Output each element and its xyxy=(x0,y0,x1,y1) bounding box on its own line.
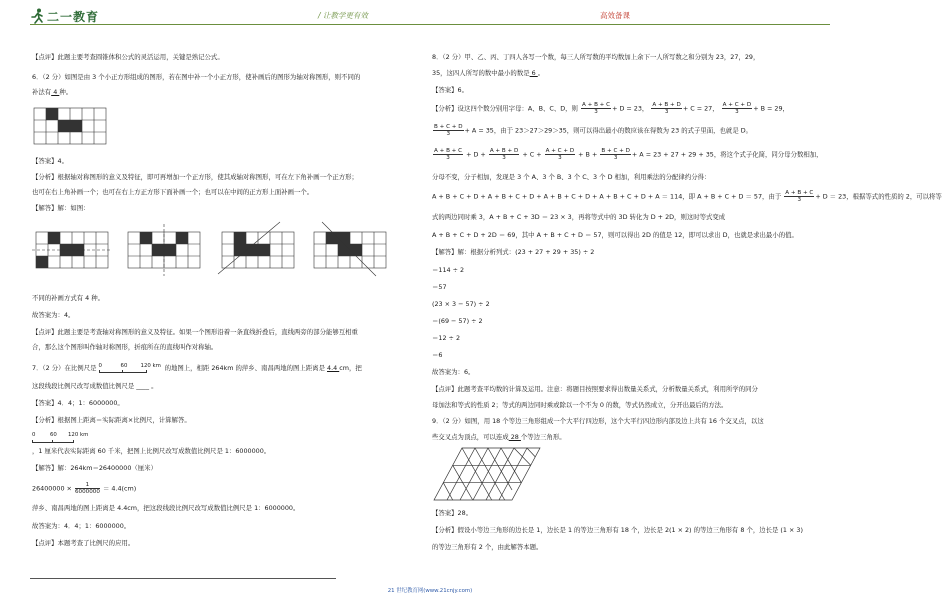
text-span: 种。 xyxy=(59,88,73,96)
text-line xyxy=(32,432,94,446)
fraction-numerator: A + B + C xyxy=(582,102,611,108)
answer-6: 【答案】4。 xyxy=(32,157,69,165)
text-span: A + B + C + D + A + B + C + D + A + B + C + D + A + B + C + D + A ＝ 114，即 A + B + C + D ＝ 57，由于 xyxy=(432,192,782,201)
text-line: A + B + C + D + 2D ＝ 69，其中 A + B + C + D ＝ 57，则可以得出 2D 的值是 12，即可以求出 D，也就是求出最小的值。 xyxy=(432,231,798,239)
q6-solutions-figure xyxy=(32,218,392,284)
text-span: 的地图上，相距 264km 的萍乡、南昌两地的图上距离是 xyxy=(164,364,325,372)
scale-tick-label: 60 xyxy=(120,363,128,369)
text-line: 【点评】此题主要是考查轴对称图形的意义及特征。如果一个图形沿着一条直线折叠后，直线两旁的部分能够互相重 xyxy=(32,328,358,336)
fraction-denominator: 3 xyxy=(446,131,451,137)
fraction xyxy=(600,148,631,161)
fraction xyxy=(433,148,463,161)
answer-blank: 6 xyxy=(529,69,538,77)
triangle-parallelogram-figure xyxy=(432,446,542,502)
text-span: 补法有 xyxy=(32,88,52,96)
text-line: 母加法和等式的性质 2；等式的两边同时乘或除以一个不为 0 的数，等式仍然成立，分开出最后的方法。 xyxy=(432,401,728,409)
fraction xyxy=(75,482,100,495)
fraction-denominator: 3 xyxy=(797,197,802,203)
text-line: 分母不变，分子相加，发现是 3 个 A、3 个 B、3 个 C、3 个 D 相加，利用乘法的分配律约分得： xyxy=(432,173,711,181)
text-span: 个等边三角形。 xyxy=(520,433,566,441)
header-divider xyxy=(30,24,830,25)
text-span: + C = 27， xyxy=(682,104,719,113)
q6-grid-figure xyxy=(34,108,106,148)
question-9: 9．（2 分）如图，用 18 个等边三角形组成一个大平行四边形，这个大平行四边形内部及边上共有 16 个交叉点，以这 xyxy=(432,417,764,425)
text-span: 。 xyxy=(537,69,545,77)
fraction xyxy=(784,190,814,203)
header-slogan: / 让教学更有效 xyxy=(318,11,368,20)
question-7 xyxy=(32,363,362,374)
fraction-numerator: A + B + C xyxy=(785,190,814,196)
text-line: 故答案为：4．4；1：6000000。 xyxy=(32,522,131,530)
text-line: 【点评】本题考查了比例尺的应用。 xyxy=(32,539,135,547)
text-span: cm，把 xyxy=(339,364,362,372)
answer-9: 【答案】28。 xyxy=(432,509,473,517)
answer-blank: 4.4 xyxy=(327,364,340,372)
answer-8: 【答案】6。 xyxy=(432,86,469,94)
fraction-denominator: 3 xyxy=(558,155,562,161)
text-line: 萍乡、南昌两地的图上距离是 4.4cm，把这段线段比例尺改写成数值比例尺是 1：6000000。 xyxy=(32,504,300,512)
answer-blank: 28 xyxy=(508,433,521,441)
text-span: 7．（2 分）在比例尺是 xyxy=(32,364,97,372)
text-line: 故答案为：6。 xyxy=(432,368,475,376)
question-8: 8．（2 分）甲、乙、丙、丁四人各写一个数，每三人所写数的平均数加上余下一人所写数之和分别为 23，27，29， xyxy=(432,53,760,61)
text-line xyxy=(432,432,566,443)
text-line: 式的两边同时乘 3，A + B + C + 3D ＝ 23 × 3，再将等式中的 3D 转化为 D + 2D，则这时等式变成 xyxy=(432,213,726,221)
text-line: 【解答】解：根据分析列式：(23 + 27 + 29 + 35) ÷ 2 xyxy=(432,248,595,256)
text-line: 合，那么这个图形叫作轴对称图形，折痕所在的直线叫作对称轴。 xyxy=(32,343,218,351)
runner-logo-icon xyxy=(30,8,44,24)
text-line xyxy=(432,68,544,79)
text-line: 【解答】解：264km＝26400000（厘米） xyxy=(32,464,157,472)
text-line: 不同的补画方式有 4 种。 xyxy=(32,294,105,302)
fraction-denominator: 3 xyxy=(735,109,739,115)
fraction-denominator: 3 xyxy=(502,155,506,161)
fraction xyxy=(545,148,576,161)
scale-tick-label: 120 km xyxy=(140,363,161,369)
text-line: 也可在右上角补画一个；也可在右上方正方形下面补画一个；也可以在中间的正方形上面补画一个。 xyxy=(32,188,314,196)
page-header xyxy=(0,0,860,40)
site-logo xyxy=(30,8,99,25)
text-line: ，1 厘米代表实际距离 60 千米，把图上比例尺改写成数值比例尺是 1：6000000。 xyxy=(32,447,271,455)
text-line: ＝114 ÷ 2 xyxy=(432,266,465,274)
fraction-denominator: 6000000 xyxy=(74,489,100,495)
text-line: 【点评】此题主要考查圆锥体积公式的灵活运用，关键是熟记公式。 xyxy=(32,53,224,61)
fraction-numerator: A + B + D xyxy=(489,148,519,154)
fraction-numerator: A + C + D xyxy=(545,148,575,154)
text-span: + A = 23 + 27 + 29 + 35，将这个式子化简，同分母分数相加， xyxy=(631,150,823,159)
text-line: ＝6 xyxy=(432,351,443,359)
text-span: 26400000 × xyxy=(32,484,72,493)
footer-source: 21 世纪教育网(www.21cnjy.com) xyxy=(387,588,473,594)
fraction xyxy=(651,102,681,115)
formula-line xyxy=(432,124,752,137)
text-span: + D = 23， xyxy=(612,104,649,113)
text-line: 故答案为：4。 xyxy=(32,311,75,319)
text-line: 的等边三角形有 2 个，由此解答本题。 xyxy=(432,543,543,551)
text-line: 这段线段比例尺改写成数值比例尺是 ____ 。 xyxy=(32,382,158,390)
text-span: + B = 29， xyxy=(753,104,789,113)
text-line xyxy=(32,87,72,98)
fraction-denominator: 3 xyxy=(594,109,598,115)
line-scale-bar xyxy=(99,363,163,374)
fraction-numerator: 1 xyxy=(75,482,100,489)
text-span: + D ＝ 23，根据等式的性质的 2，可以将等 xyxy=(815,192,942,201)
text-line: 【解答】解：如图： xyxy=(32,204,90,212)
fraction-denominator: 3 xyxy=(664,109,669,115)
fraction-numerator: B + C + D xyxy=(601,148,630,154)
formula-line xyxy=(432,102,789,115)
fraction xyxy=(489,148,519,161)
fraction-denominator: 3 xyxy=(613,155,618,161)
text-span: ＝ 4.4(cm) xyxy=(102,484,137,493)
text-line: ＝(69 − 57) ÷ 2 xyxy=(432,317,483,325)
text-line: ＝57 xyxy=(432,283,447,291)
fraction-numerator: A + B + D xyxy=(652,102,681,108)
formula-line xyxy=(432,190,942,203)
scale-tick-label: 0 xyxy=(98,363,102,369)
text-line: ＝12 ÷ 2 xyxy=(432,334,461,342)
formula-line xyxy=(32,482,136,495)
scale-tick-label: 60 xyxy=(50,432,57,438)
text-span: 35，这四人所写的数中最小的数是 xyxy=(432,69,530,77)
logo-text: 二一教育 xyxy=(47,10,100,24)
line-scale-bar xyxy=(32,432,94,446)
text-span: + A = 35，由于 23＞27＞29＞35，则可以得出最小的数应该在得数为 23 的式子里面，也就是 D。 xyxy=(464,126,753,135)
text-span: 些交叉点为顶点，可以连成 xyxy=(432,433,509,441)
fraction xyxy=(433,124,464,137)
fraction-numerator: A + B + C xyxy=(434,148,463,154)
header-right-label: 高效备课 xyxy=(600,11,630,20)
fraction xyxy=(581,102,611,115)
fraction xyxy=(722,102,753,115)
footer-divider xyxy=(30,578,336,579)
question-6: 6．（2 分）如图是由 3 个小正方形组成的图形，若在图中补一个小正方形，使补画后的图形为轴对称图形，则不同的 xyxy=(32,73,361,81)
fraction-denominator: 3 xyxy=(446,155,450,161)
fraction-numerator: B + C + D xyxy=(434,124,463,130)
fraction-numerator: A + C + D xyxy=(722,102,752,108)
scale-tick-label: 120 km xyxy=(68,432,89,438)
text-line: 【分析】假设小等边三角形的边长是 1，边长是 1 的等边三角形有 18 个，边长是 2(1 × 2) 的等边三角形有 8 个，边长是 (1 × 3) xyxy=(432,526,803,534)
text-span: 【分析】设这四个数分别用字母：A、B、C、D，则 xyxy=(432,104,578,113)
text-line: 【分析】根据图上距离＝实际距离×比例尺，计算解答。 xyxy=(32,416,191,424)
scale-tick-label: 0 xyxy=(32,432,36,438)
answer-blank: 4 xyxy=(51,88,60,96)
text-line: 【点评】此题考查平均数的计算及运用。注意：将题目按照要求得出数量关系式，分析数量关系式，利用所学的同分 xyxy=(432,385,758,393)
text-line: (23 × 3 − 57) ÷ 2 xyxy=(432,300,490,308)
text-line: 【分析】根据轴对称图形的意义及特征，即可再增加一个正方形，使其成轴对称图形，可在左下角补画一个正方形； xyxy=(32,173,358,181)
answer-7: 【答案】4．4；1：6000000。 xyxy=(32,399,124,407)
formula-line: $\frac{A + B + C}{3}$ + D + $\frac{A + B + D}{3}$ + C + $\frac{A + C + D}{3}$ + B + $\frac{B + C + D}{3}$ + A = 23 + 27 + 29 + 35，将这个式子化简，同分母分数相加， xyxy=(434,148,823,161)
